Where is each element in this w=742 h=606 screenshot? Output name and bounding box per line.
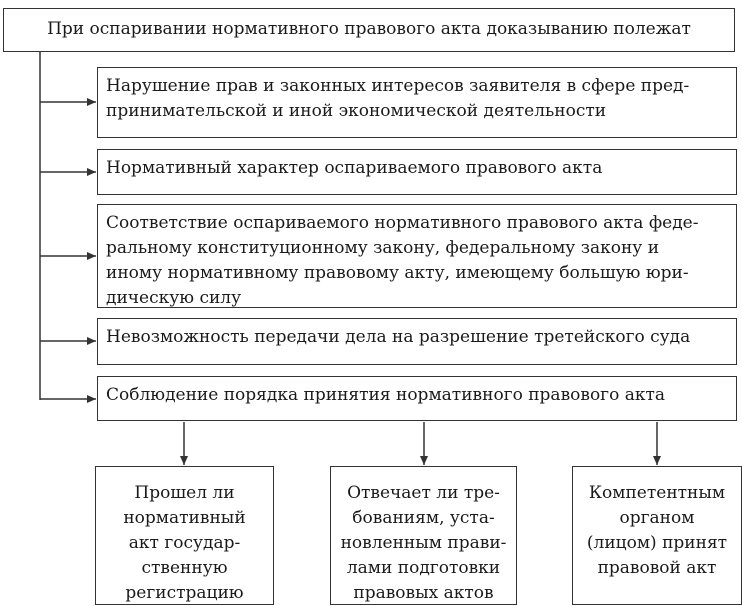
sub-text-line: правовой акт bbox=[597, 558, 717, 578]
item-text-line: дическую силу bbox=[106, 288, 242, 308]
item-box-adoption-procedure bbox=[97, 376, 737, 421]
sub-text-line: бованиям, уста- bbox=[352, 508, 495, 528]
item-text-line: ральному конституционному закону, федеральному закону и bbox=[106, 238, 660, 258]
sub-text-line: органом bbox=[619, 508, 695, 528]
sub-text-line: новленным прави- bbox=[340, 533, 507, 553]
item-text-line: Соответствие оспариваемого нормативного правового акта феде- bbox=[106, 213, 699, 233]
sub-box-competent-body bbox=[572, 466, 742, 605]
item-box-rights-violation bbox=[97, 67, 737, 138]
sub-box-requirements bbox=[330, 466, 517, 605]
item-box-arbitration bbox=[97, 318, 737, 365]
item-text-line: Нарушение прав и законных интересов заявителя в сфере пред- bbox=[106, 76, 690, 96]
item-text-line: Соблюдение порядка принятия нормативного правового акта bbox=[106, 385, 666, 405]
item-text-line: иному нормативному правовому акту, имеющему большую юри- bbox=[106, 263, 689, 283]
sub-text-line: Прошел ли bbox=[134, 483, 235, 503]
item-box-compliance bbox=[97, 204, 737, 308]
sub-text-line: акт государ- bbox=[128, 533, 241, 553]
sub-text-line: Отвечает ли тре- bbox=[347, 483, 500, 503]
sub-text-line: ственную bbox=[141, 558, 228, 578]
sub-text-line: нормативный bbox=[123, 508, 246, 528]
sub-text-line: регистрацию bbox=[125, 583, 244, 603]
sub-text-line: (лицом) принят bbox=[586, 533, 728, 553]
item-text-line: Нормативный характер оспариваемого правового акта bbox=[106, 158, 603, 178]
sub-text-line: правовых актов bbox=[353, 583, 494, 603]
root-title: При оспаривании нормативного правового акта доказыванию полежат bbox=[47, 19, 691, 39]
root-box bbox=[3, 8, 735, 52]
sub-text-line: Компетентным bbox=[588, 483, 726, 503]
sub-text-line: лами подготовки bbox=[346, 558, 501, 578]
item-text-line: принимательской и иной экономической деятельности bbox=[106, 101, 607, 121]
item-box-normative-character bbox=[97, 149, 737, 195]
sub-box-registration bbox=[95, 466, 274, 605]
item-text-line: Невозможность передачи дела на разрешение третейского суда bbox=[106, 327, 691, 347]
